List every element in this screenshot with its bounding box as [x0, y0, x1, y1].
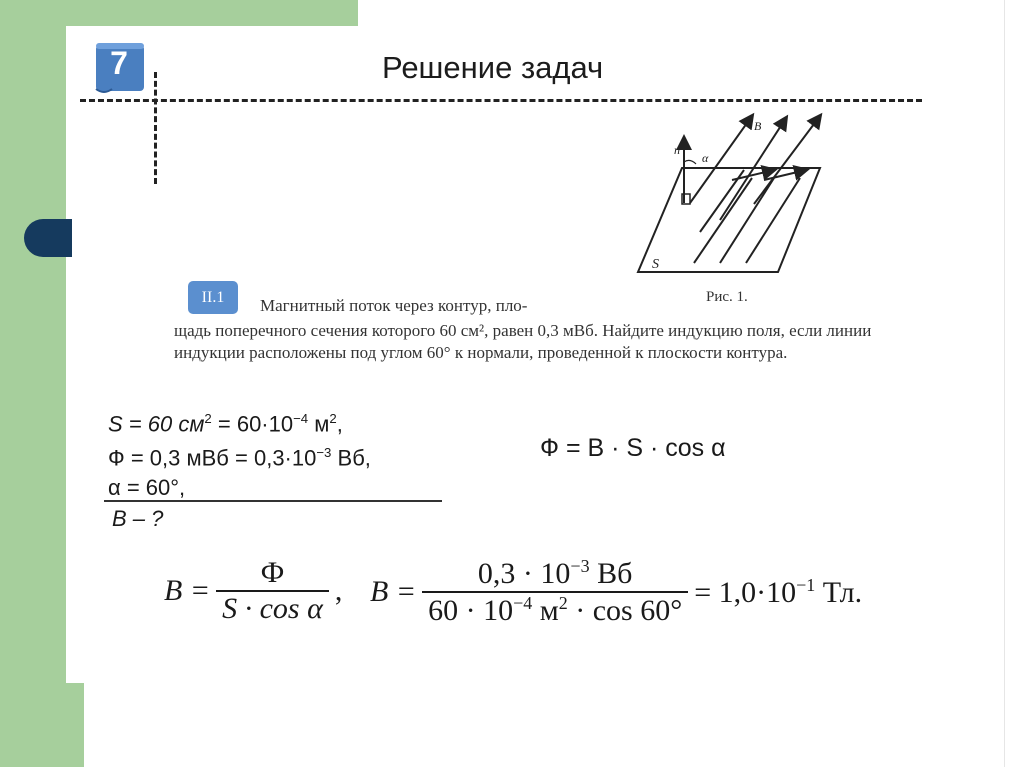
given-flux: Ф = 0,3 мВб = $0,3\cdot 10^{-3}$ Вб,: [108, 445, 371, 471]
solution-formula-symbolic: B = $\frac{Ф}{\text{S · cos α}}$ ,: [164, 556, 343, 625]
green-background-bottom: [0, 683, 84, 767]
navy-tab-marker: [24, 219, 72, 257]
angle-label: α: [702, 151, 709, 165]
solution-formula-numeric: B = $\frac{0,3 \cdot 10^{-3} Вб}{60 \cdot 10^{-4} м^2 \cdot \cos 60^\circ}$ = $1,0\cdot 10^{-1}$ Тл.: [370, 556, 863, 627]
green-background-left: [0, 0, 66, 767]
field-label: B: [754, 119, 762, 133]
flux-formula: Ф = B · S · cos α: [540, 434, 726, 462]
problem-number-badge: II.1: [188, 281, 238, 314]
given-block: [108, 404, 371, 502]
find-quantity: B – ?: [112, 506, 164, 531]
page-title: Решение задач: [382, 50, 604, 85]
given-separator: [104, 500, 442, 502]
normal-label: n: [674, 143, 680, 157]
figure-caption: Рис. 1.: [706, 289, 748, 305]
fraction-numeric: $\frac{0,3 \cdot 10^{-3} Вб}{60 \cdot 10^{-4} м^2 \cdot \cos 60^\circ}$: [422, 556, 688, 628]
dashed-divider-vertical: [154, 72, 157, 184]
problem-text-line1: Магнитный поток через контур, пло-: [260, 296, 528, 315]
area-label: S: [652, 257, 659, 272]
fraction-symbolic: $\frac{Ф}{\text{S · cos α}}$: [216, 556, 329, 626]
slide-number: 7: [110, 45, 128, 81]
divider: [1004, 0, 1005, 767]
given-angle: α = 60°,: [108, 474, 186, 500]
result-value: = $1,0\cdot 10^{-1}$ Тл.: [694, 574, 863, 609]
flux-diagram: [624, 108, 834, 288]
given-area: S = 60 $см^2 = 60\cdot 10^{-4}$ $м^2$,: [108, 411, 343, 437]
dashed-divider-horizontal: [80, 99, 922, 102]
problem-text: щадь поперечного сечения которого 60 см², равен 0,3 мВб. Найдите индукцию поля, если линии индукции расположены под углом 60° к нормали, проведенной к плоскости контура.: [174, 321, 872, 362]
